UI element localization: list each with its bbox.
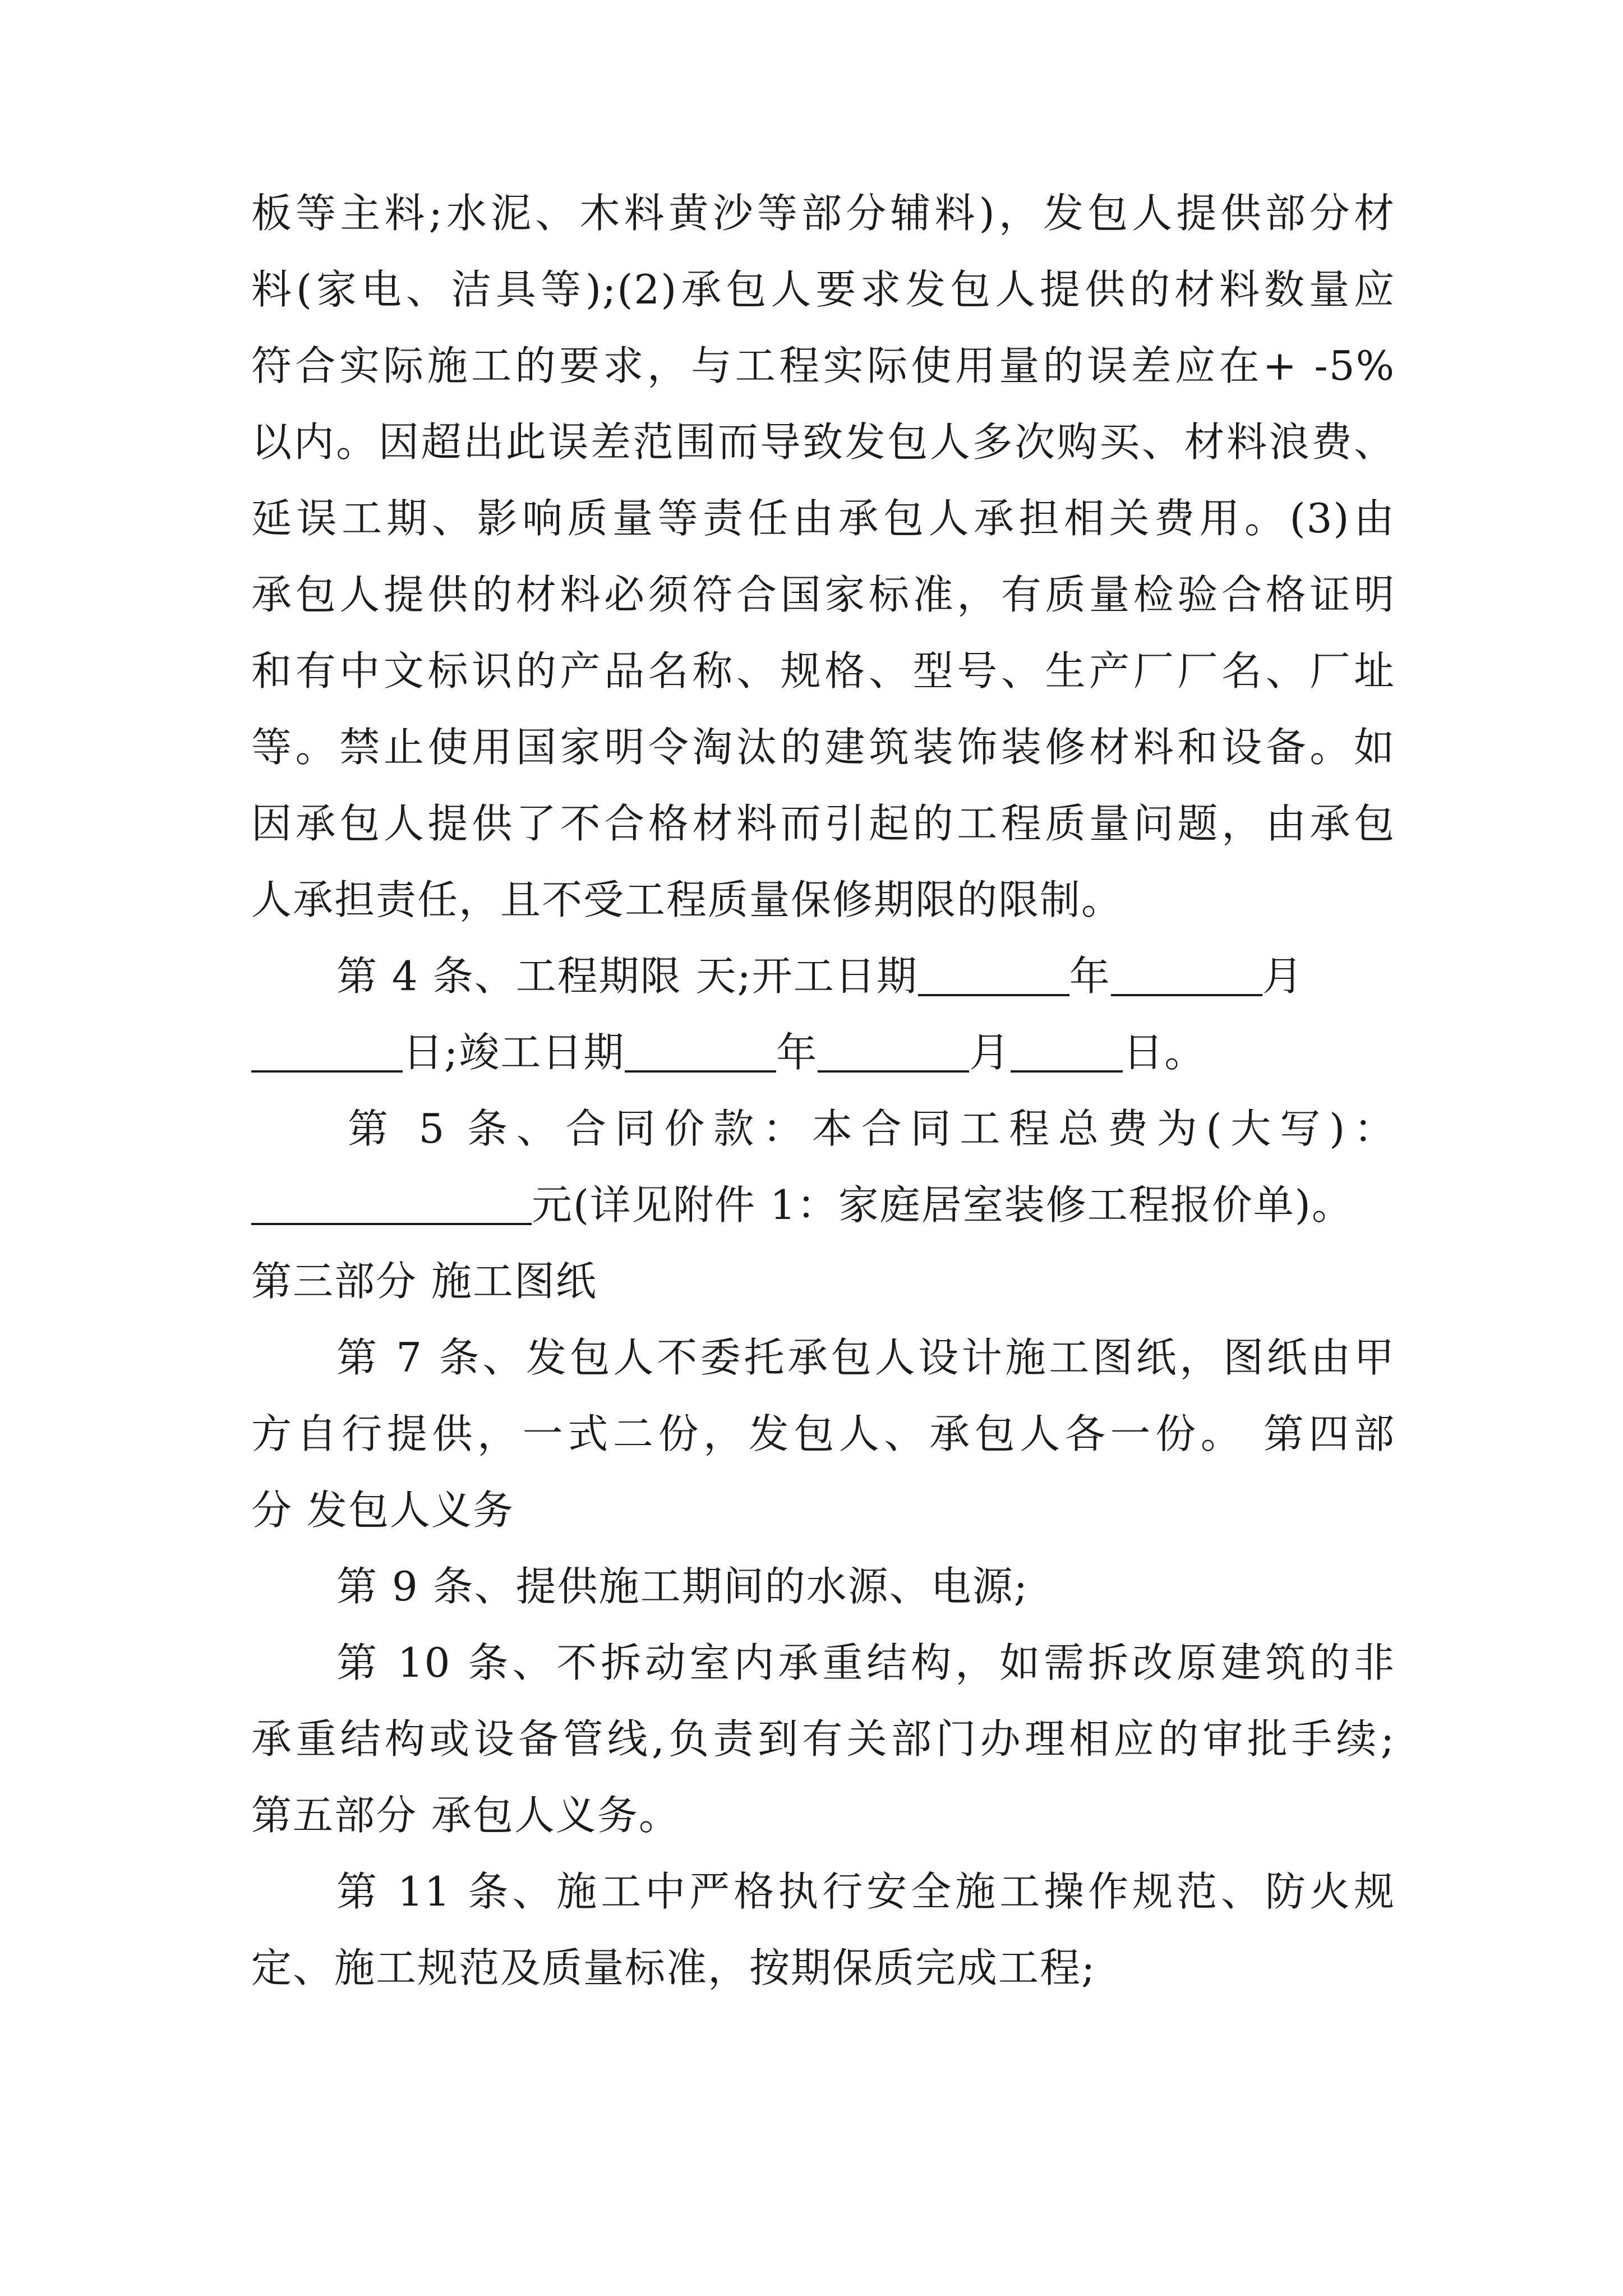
paragraph-line: 板等主料;水泥、木料黄沙等部分辅料)，发包人提供部分材: [251, 190, 1395, 237]
start-month-blank: [1111, 954, 1262, 996]
paragraph-line: 和有中文标识的产品名称、规格、型号、生产厂厂名、厂址: [251, 647, 1395, 694]
year-label: 年: [776, 1029, 818, 1076]
paragraph-line: 延误工期、影响质量等责任由承包人承担相关费用。(3)由: [251, 495, 1395, 542]
article-4-line-1: [336, 948, 1304, 1004]
article-4-text: 第 4 条、工程期限 天;开工日期: [336, 953, 918, 1000]
article-5-text: 元(详见附件 1：家庭居室装修工程报价单)。: [532, 1181, 1353, 1228]
article-11-line-2: 定、施工规范及质量标准，按期保质完成工程;: [251, 1944, 1096, 1991]
day-label: 日;竣工日期: [403, 1029, 625, 1076]
paragraph-line: 以内。因超出此误差范围而导致发包人多次购买、材料浪费、: [251, 418, 1395, 466]
article-10-line-2: 承重结构或设备管线,负责到有关部门办理相应的审批手续;: [251, 1715, 1395, 1763]
article-9-line: 第 9 条、提供施工期间的水源、电源;: [336, 1563, 1029, 1610]
article-7-line-1: 第 7 条、发包人不委托承包人设计施工图纸，图纸由甲: [336, 1334, 1395, 1381]
start-year-blank: [918, 954, 1069, 996]
article-7-line-3: 分 发包人义务: [251, 1487, 514, 1534]
price-blank: [251, 1182, 532, 1225]
article-4-line-2: [251, 1024, 1206, 1080]
section-heading: 第五部分 承包人义务。: [251, 1792, 680, 1839]
paragraph-line: 符合实际施工的要求，与工程实际使用量的误差应在+ -5%: [251, 342, 1395, 389]
day-label: 日。: [1123, 1029, 1206, 1076]
article-10-line-1: 第 10 条、不拆动室内承重结构，如需拆改原建筑的非: [336, 1639, 1395, 1686]
start-day-blank: [251, 1030, 403, 1073]
paragraph-line: 料(家电、洁具等);(2)承包人要求发包人提供的材料数量应: [251, 266, 1395, 313]
article-7-line-2: 方自行提供，一式二份，发包人、承包人各一份。 第四部: [251, 1410, 1395, 1457]
month-label: 月: [1262, 953, 1304, 1000]
end-month-blank: [818, 1030, 969, 1073]
article-5-line-2: [251, 1177, 1353, 1233]
month-label: 月: [969, 1029, 1011, 1076]
paragraph-line: 承包人提供的材料必须符合国家标准，有质量检验合格证明: [251, 571, 1395, 618]
end-day-blank: [1011, 1030, 1123, 1073]
year-label: 年: [1069, 953, 1111, 1000]
article-11-line-1: 第 11 条、施工中严格执行安全施工操作规范、防火规: [336, 1868, 1395, 1915]
paragraph-line: 人承担责任，且不受工程质量保修期限的限制。: [251, 876, 1123, 923]
paragraph-line: 等。禁止使用国家明令淘汰的建筑装饰装修材料和设备。如: [251, 724, 1395, 771]
section-heading: 第三部分 施工图纸: [251, 1258, 597, 1305]
end-year-blank: [625, 1030, 776, 1073]
article-5-line-1: 第 5 条、合同价款：本合同工程总费为(大写)：: [348, 1105, 1395, 1152]
paragraph-line: 因承包人提供了不合格材料而引起的工程质量问题，由承包: [251, 800, 1395, 847]
